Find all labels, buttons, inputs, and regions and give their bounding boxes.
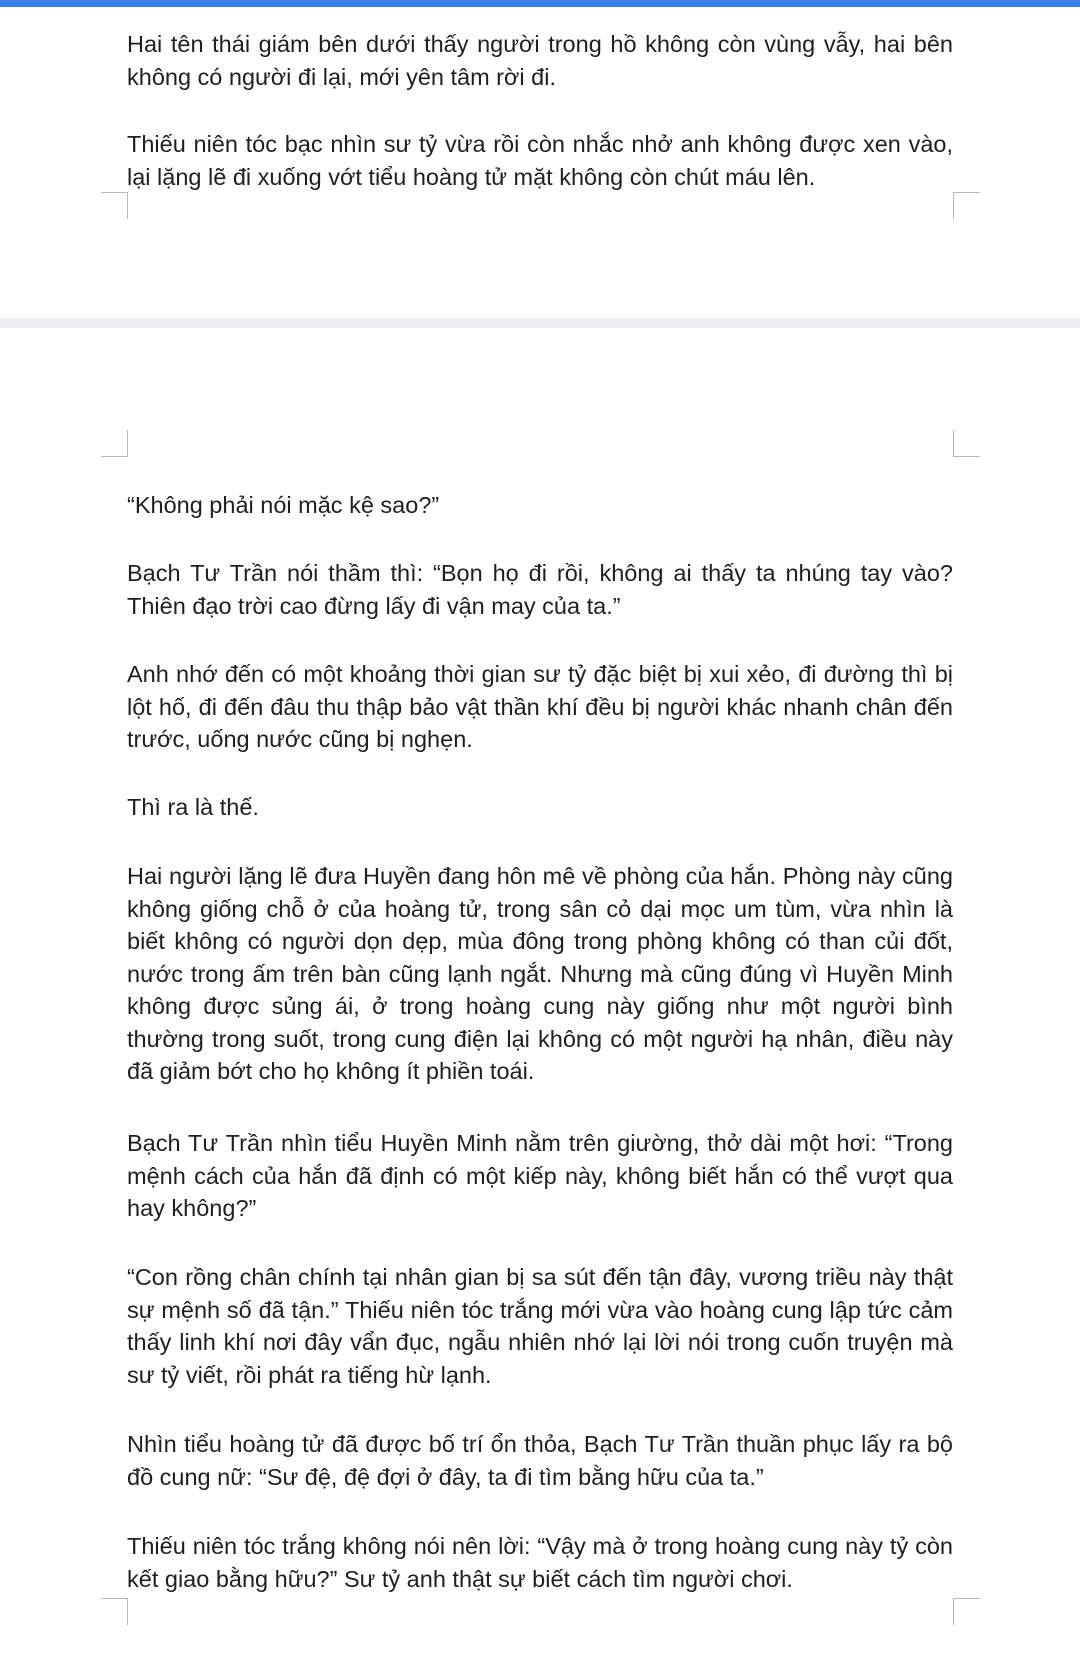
paragraph: Hai người lặng lẽ đưa Huyền đang hôn mê về phòng của hắn. Phòng này cũng không giống chỗ ở của hoàng tử, trong sân cỏ dại mọc um tùm, vừa nhìn là biết không có người dọn dẹp, mùa đông trong phòng không có than củi đốt, nước trong ấm trên bàn cũng lạnh ngắt. Nhưng mà cũng đúng vì Huyền Minh không được sủng ái, ở trong hoàng cung này giống như một người bình thường trong suốt, trong cung điện lại không có một người hạ nhân, điều này đã giảm bớt cho họ không ít phiền toái. bbox=[127, 863, 953, 1084]
page-margin-corner-top-left bbox=[101, 430, 128, 457]
paragraph: Thiếu niên tóc trắng không nói nên lời: “Vậy mà ở trong hoàng cung này tỷ còn kết giao bằng hữu?” Sư tỷ anh thật sự biết cách tìm người chơi. bbox=[127, 1533, 953, 1592]
page-separator bbox=[0, 318, 1080, 328]
page-margin-corner-top-right bbox=[953, 430, 980, 457]
paragraph: Hai tên thái giám bên dưới thấy người trong hồ không còn vùng vẫy, hai bên không có người đi lại, mới yên tâm rời đi. bbox=[127, 31, 953, 90]
paragraph: “Không phải nói mặc kệ sao?” bbox=[127, 492, 440, 518]
paragraph: Nhìn tiểu hoàng tử đã được bố trí ổn thỏa, Bạch Tư Trần thuần phục lấy ra bộ đồ cung nữ: “Sư đệ, đệ đợi ở đây, ta đi tìm bằng hữu của ta.” bbox=[127, 1431, 953, 1490]
paragraph: Bạch Tư Trần nhìn tiểu Huyền Minh nằm trên giường, thở dài một hơi: “Trong mệnh cách của hắn đã định có một kiếp này, không biết hắn có thể vượt qua hay không?” bbox=[127, 1130, 953, 1221]
page-margin-corner-bottom-left bbox=[101, 192, 128, 219]
paragraph: Bạch Tư Trần nói thầm thì: “Bọn họ đi rồi, không ai thấy ta nhúng tay vào? Thiên đạo trời cao đừng lấy đi vận may của ta.” bbox=[127, 560, 953, 619]
paragraph: Thì ra là thế. bbox=[127, 794, 259, 820]
page-margin-corner-bottom-right bbox=[953, 1598, 980, 1625]
paragraph: Thiếu niên tóc bạc nhìn sư tỷ vừa rồi còn nhắc nhở anh không được xen vào, lại lặng lẽ đi xuống vớt tiểu hoàng tử mặt không còn chút máu lên. bbox=[127, 131, 953, 190]
paragraph: “Con rồng chân chính tại nhân gian bị sa sút đến tận đây, vương triều này thật sự mệnh số đã tận.” Thiếu niên tóc trắng mới vừa vào hoàng cung lập tức cảm thấy linh khí nơi đây vẩn đục, ngẫu nhiên nhớ lại lời nói trong cuốn truyện mà sư tỷ viết, rồi phát ra tiếng hừ lạnh. bbox=[127, 1264, 953, 1388]
top-accent-bar bbox=[0, 0, 1080, 7]
page-margin-corner-bottom-right bbox=[953, 192, 980, 219]
page-margin-corner-bottom-left bbox=[101, 1598, 128, 1625]
paragraph: Anh nhớ đến có một khoảng thời gian sư tỷ đặc biệt bị xui xẻo, đi đường thì bị lột hố, đi đến đâu thu thập bảo vật thần khí đều bị người khác nhanh chân đến trước, uống nước cũng bị nghẹn. bbox=[127, 661, 953, 752]
